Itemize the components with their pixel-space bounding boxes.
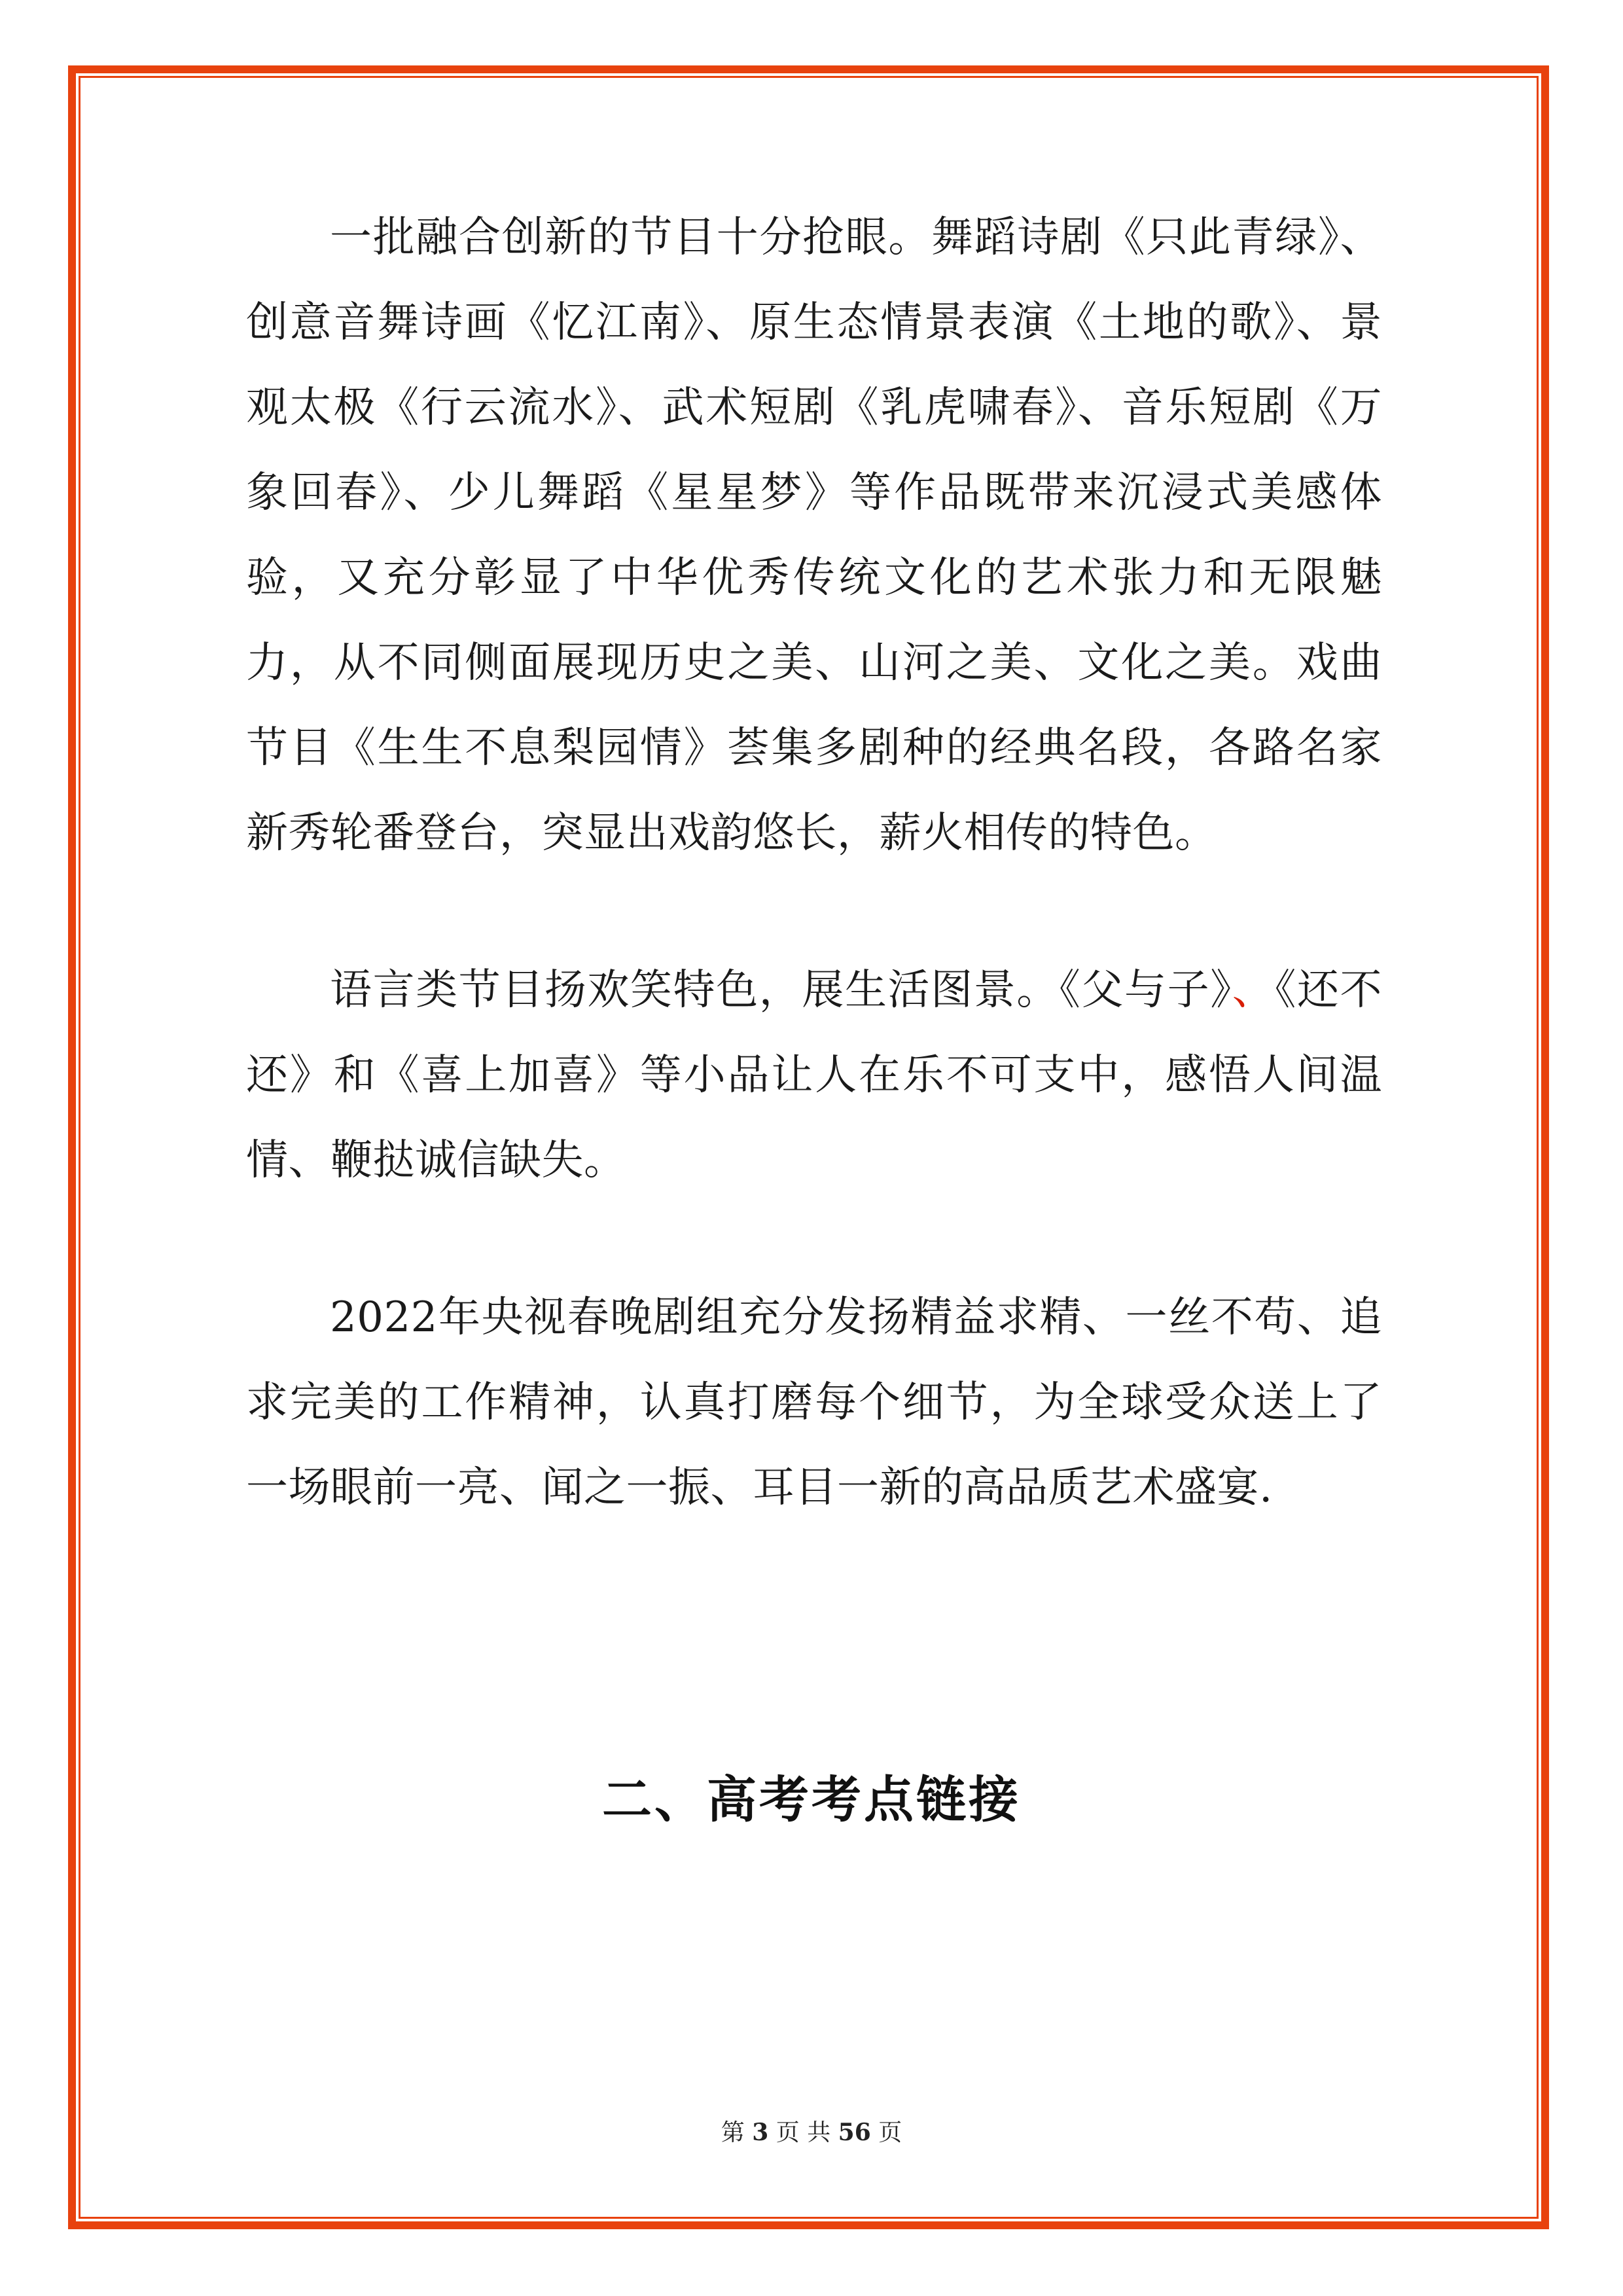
footer-middle: 页 共 [776, 2119, 831, 2146]
paragraph-innovative-programs: 一批融合创新的节目十分抢眼。舞蹈诗剧《只此青绿》、创意音舞诗画《忆江南》、原生态情景表演《土地的歌》、景观太极《行云流水》、武术短剧《乳虎啸春》、音乐短剧《万象回春》、少儿舞蹈《星星梦》等作品既带来沉浸式美感体验，又充分彰显了中华优秀传统文化的艺术张力和无限魅力，从不同侧面展现历史之美、山河之美、文化之美。戏曲节目《生生不息梨园情》荟集多剧种的经典名段，各路名家新秀轮番登台，突显出戏韵悠长，薪火相传的特色。 [246, 213, 1382, 857]
section-heading: 二、高考考点链接 [602, 1770, 1021, 1829]
footer-prefix: 第 [721, 2119, 745, 2146]
red-enumeration-comma: 、 [1232, 966, 1275, 1014]
footer-total-pages: 56 [838, 2119, 871, 2146]
paragraph-gala-summary: 2022年央视春晚剧组充分发扬精益求精、一丝不苟、追求完美的工作精神，认真打磨每个细节，为全球受众送上了一场眼前一亮、闻之一振、耳目一新的高品质艺术盛宴. [246, 1293, 1382, 1512]
footer-page-number: 3 [752, 2119, 769, 2146]
paragraph-language-part2: 《还不还》和《喜上加喜》等小品让人在乐不可支中，感悟人间温情、鞭挞诚信缺失。 [246, 966, 1383, 1185]
footer-suffix: 页 [878, 2119, 902, 2146]
document-body [246, 195, 1382, 1530]
paragraph-language-part1: 语言类节目扬欢笑特色，展生活图景。《父与子》 [330, 966, 1232, 1014]
paragraph-language-programs [246, 948, 1382, 1203]
page-footer [0, 2117, 1623, 2149]
